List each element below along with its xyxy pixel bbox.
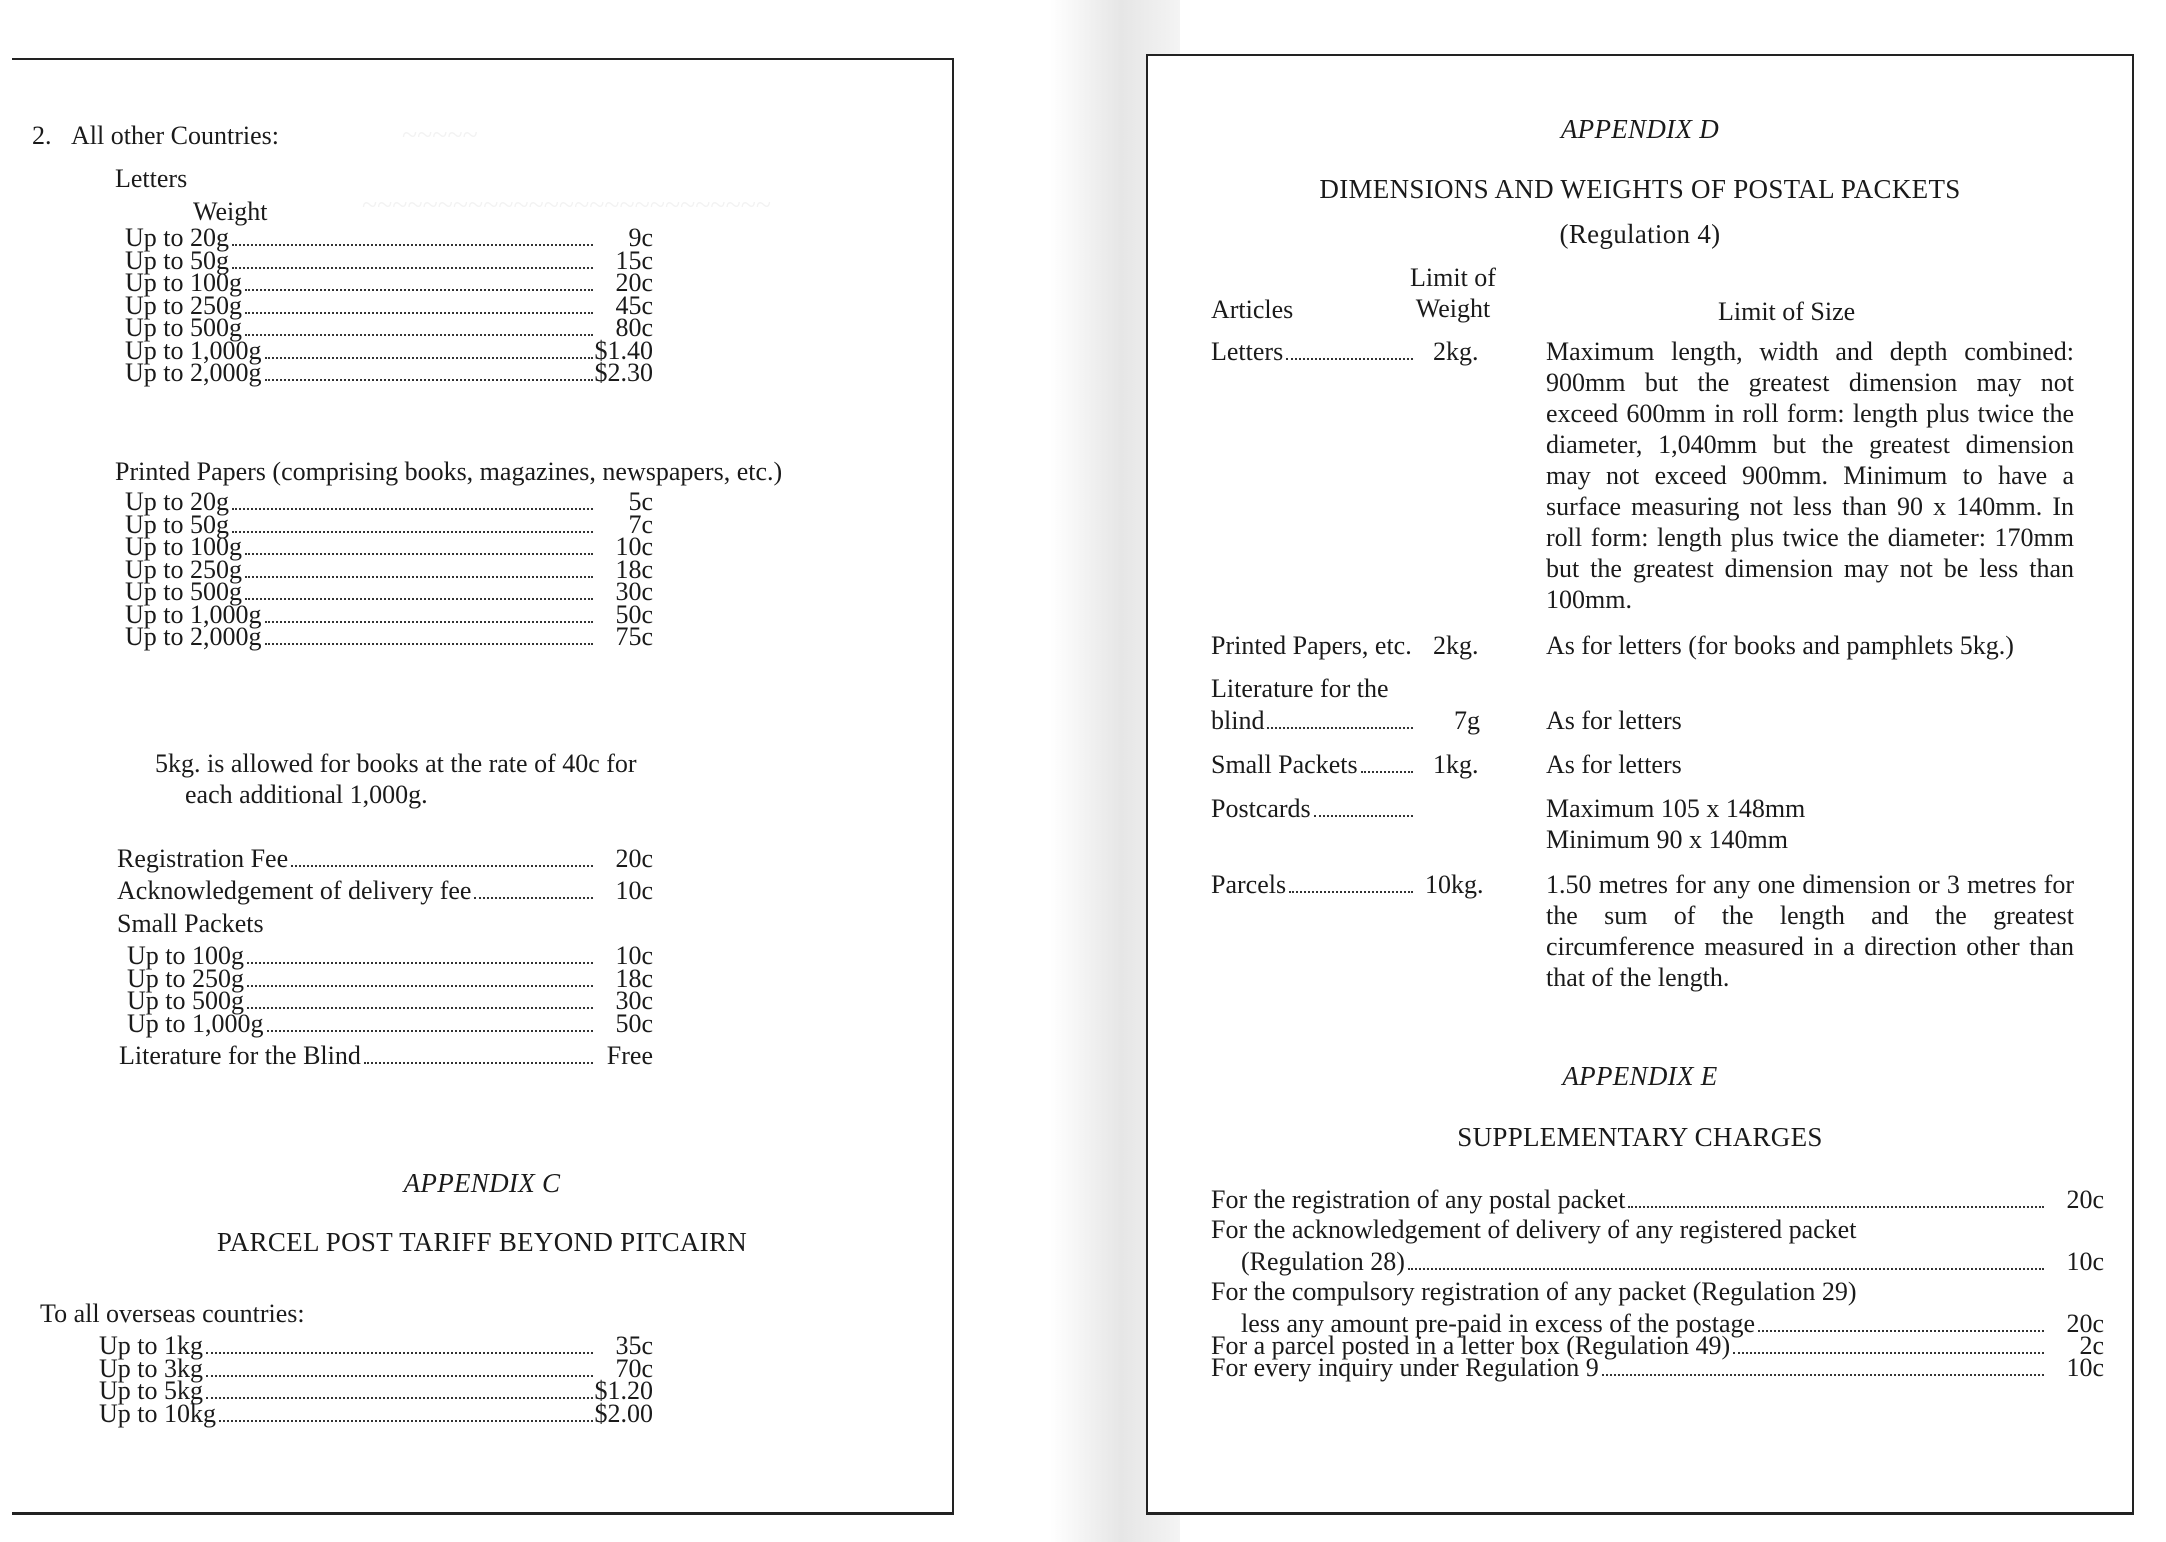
list-item-price: 70c bbox=[615, 1354, 653, 1383]
bleed-through-text: ~~~~~~~~~~~~~~~~~~~~~~~~~~~ bbox=[362, 190, 772, 221]
list-item-price: 10c bbox=[615, 876, 653, 905]
list-item-label: Up to 20g bbox=[125, 487, 229, 516]
appendix-d-heading: DIMENSIONS AND WEIGHTS OF POSTAL PACKETS bbox=[1319, 174, 1961, 204]
leader-dots bbox=[1314, 815, 1413, 817]
list-item-price: 7c bbox=[628, 510, 653, 539]
table-row-article-line1: Literature for the bbox=[1211, 674, 1389, 703]
list-item-label: (Regulation 28) bbox=[1241, 1247, 1405, 1276]
list-item-label: Up to 3kg bbox=[99, 1354, 203, 1383]
list-item-price: 10c bbox=[615, 941, 653, 970]
list-item-price: 10c bbox=[2066, 1353, 2104, 1382]
table-row-size-line2: Minimum 90 x 140mm bbox=[1546, 825, 1788, 854]
list-item-price: 30c bbox=[615, 986, 653, 1015]
list-item-label: Up to 100g bbox=[127, 941, 244, 970]
section-title: All other Countries: bbox=[71, 121, 279, 150]
table-row-size-line1: Maximum 105 x 148mm bbox=[1546, 794, 1806, 823]
column-header-articles: Articles bbox=[1211, 295, 1294, 324]
list-item bbox=[119, 1040, 597, 1071]
list-item bbox=[1211, 1184, 2048, 1215]
left-page bbox=[12, 58, 954, 1515]
list-item-price: 50c bbox=[615, 600, 653, 629]
list-item-label: Up to 50g bbox=[125, 246, 229, 275]
table-row-article: Letters bbox=[1211, 336, 1417, 367]
leader-dots bbox=[1628, 1206, 2044, 1208]
list-item-price: 2c bbox=[2079, 1331, 2104, 1360]
list-item-price: 20c bbox=[2066, 1309, 2104, 1338]
table-row-size: As for letters (for books and pamphlets 5kg.) bbox=[1546, 631, 2014, 660]
list-item-label: For the registration of any postal packet bbox=[1211, 1185, 1626, 1214]
list-item-label: Up to 250g bbox=[127, 964, 244, 993]
column-header-weight-line1: Limit of bbox=[1410, 263, 1496, 292]
list-item-label: Up to 20g bbox=[125, 223, 229, 252]
list-item-price: 18c bbox=[615, 964, 653, 993]
list-item-label: Up to 250g bbox=[125, 291, 242, 320]
list-item-price: 75c bbox=[615, 622, 653, 651]
table-row-weight: 1kg. bbox=[1433, 750, 1479, 779]
small-packets-heading: Small Packets bbox=[117, 909, 264, 938]
list-item-label: Up to 500g bbox=[125, 313, 242, 342]
leader-dots bbox=[1267, 727, 1413, 729]
table-row-article: Parcels bbox=[1211, 869, 1417, 900]
list-item-label: Up to 5kg bbox=[99, 1376, 203, 1405]
list-item-price: $2.30 bbox=[594, 358, 653, 387]
leader-dots bbox=[1602, 1374, 2044, 1376]
list-item-label: Up to 100g bbox=[125, 268, 242, 297]
list-item-price: 80c bbox=[615, 313, 653, 342]
list-item bbox=[117, 843, 597, 874]
leader-dots bbox=[1408, 1268, 2044, 1270]
list-item-price: 18c bbox=[615, 555, 653, 584]
list-item-label: Up to 2,000g bbox=[125, 622, 262, 651]
list-item-label: Up to 500g bbox=[127, 986, 244, 1015]
table-row-weight: 2kg. bbox=[1433, 337, 1479, 366]
list-item-label: Up to 250g bbox=[125, 555, 242, 584]
charge-label-line1: For the acknowledgement of delivery of any registered packet bbox=[1211, 1215, 1857, 1244]
appendix-e-heading: SUPPLEMENTARY CHARGES bbox=[1457, 1122, 1823, 1152]
right-page bbox=[1146, 54, 2134, 1515]
list-item-price: $2.00 bbox=[594, 1399, 653, 1428]
column-header-weight bbox=[1388, 262, 1518, 324]
list-item-label: Up to 1,000g bbox=[125, 336, 262, 365]
table-row-article: Small Packets bbox=[1211, 749, 1417, 780]
list-item-label: Up to 10kg bbox=[99, 1399, 216, 1428]
list-item-price: 20c bbox=[615, 268, 653, 297]
column-header-size: Limit of Size bbox=[1718, 297, 1856, 326]
section-heading bbox=[32, 120, 279, 151]
appendix-c-heading: PARCEL POST TARIFF BEYOND PITCAIRN bbox=[216, 1227, 748, 1257]
list-item-price: $1.20 bbox=[594, 1376, 653, 1405]
list-item-label: For every inquiry under Regulation 9 bbox=[1211, 1353, 1599, 1382]
column-header-weight-line2: Weight bbox=[1415, 294, 1491, 323]
table-row-article: Postcards bbox=[1211, 793, 1417, 824]
letters-heading: Letters bbox=[115, 164, 188, 193]
list-item-price: 35c bbox=[615, 1331, 653, 1360]
books-note: 5kg. is allowed for books at the rate of 40c for bbox=[155, 749, 637, 778]
list-item-label: Up to 500g bbox=[125, 577, 242, 606]
leader-dots bbox=[219, 1420, 593, 1422]
appendix-c-title: APPENDIX C bbox=[403, 1168, 561, 1198]
books-note-cont: each additional 1,000g. bbox=[185, 780, 428, 809]
charge-label-line1: For the compulsory registration of any packet (Regulation 29) bbox=[1211, 1277, 1857, 1306]
list-item-price: 20c bbox=[2066, 1185, 2104, 1214]
table-row-weight: 7g bbox=[1454, 706, 1480, 735]
list-item bbox=[127, 1008, 597, 1039]
list-item-label: Registration Fee bbox=[117, 844, 289, 873]
table-row-article: blind bbox=[1211, 705, 1417, 736]
table-row-size: As for letters bbox=[1546, 750, 1682, 779]
table-row-size: Maximum length, width and depth combined: 900mm but the greatest dimension may not exceed 600mm in roll form: length plus twice the diameter, 1,040mm but the greatest dimension may not exceed 900mm. Minimum to have a surface measuring not less than 90 x 140mm. In roll form: length plus twice the diameter: 170mm but the greatest dimension may not be less than 100mm. bbox=[1546, 337, 2074, 614]
appendix-e-title: APPENDIX E bbox=[1562, 1061, 1718, 1091]
list-item-price: 10c bbox=[615, 532, 653, 561]
list-item-label: Up to 1,000g bbox=[125, 600, 262, 629]
list-item-price: 15c bbox=[615, 246, 653, 275]
bleed-through-text: ~~~~~ bbox=[402, 120, 478, 151]
list-item-price: 5c bbox=[628, 487, 653, 516]
list-item-price: 30c bbox=[615, 577, 653, 606]
list-item-price: 45c bbox=[615, 291, 653, 320]
table-row-size: As for letters bbox=[1546, 706, 1682, 735]
section-number: 2. bbox=[32, 121, 52, 150]
appendix-d-title: APPENDIX D bbox=[1560, 114, 1720, 144]
list-item bbox=[99, 1398, 597, 1429]
list-item-label: Up to 1,000g bbox=[127, 1009, 264, 1038]
list-item-price: 9c bbox=[628, 223, 653, 252]
table-row-article: Printed Papers, etc. bbox=[1211, 631, 1412, 660]
printed-papers-heading: Printed Papers (comprising books, magazines, newspapers, etc.) bbox=[115, 457, 783, 486]
table-row-size: 1.50 metres for any one dimension or 3 metres for the sum of the length and the greatest circumference measured in a direction other than that of the length. bbox=[1546, 870, 2074, 992]
list-item bbox=[1211, 1352, 2048, 1383]
list-item bbox=[117, 875, 597, 906]
table-row-weight: 2kg. bbox=[1433, 631, 1479, 660]
list-item-label: Up to 1kg bbox=[99, 1331, 203, 1360]
list-item bbox=[125, 621, 597, 652]
appendix-d-regulation: (Regulation 4) bbox=[1559, 219, 1721, 249]
list-item bbox=[125, 357, 597, 388]
overseas-heading: To all overseas countries: bbox=[40, 1299, 305, 1328]
list-item-label: Literature for the Blind bbox=[119, 1041, 361, 1070]
weight-heading: Weight bbox=[193, 197, 268, 226]
list-item-price: 50c bbox=[615, 1009, 653, 1038]
list-item-label: Up to 2,000g bbox=[125, 358, 262, 387]
list-item-price: 10c bbox=[2066, 1247, 2104, 1276]
list-item-price: $1.40 bbox=[594, 336, 653, 365]
list-item bbox=[1241, 1246, 2048, 1277]
list-item-label: Up to 50g bbox=[125, 510, 229, 539]
leader-dots bbox=[1289, 891, 1413, 893]
list-item-price: 20c bbox=[615, 844, 653, 873]
list-item-label: less any amount pre-paid in excess of the postage bbox=[1241, 1309, 1756, 1338]
list-item-label: For a parcel posted in a letter box (Regulation 49) bbox=[1211, 1331, 1731, 1360]
leader-dots bbox=[1286, 358, 1413, 360]
list-item-label: Acknowledgement of delivery fee bbox=[117, 876, 472, 905]
leader-dots bbox=[1361, 771, 1413, 773]
list-item-label: Up to 100g bbox=[125, 532, 242, 561]
table-row-weight: 10kg. bbox=[1425, 870, 1484, 899]
list-item-price: Free bbox=[606, 1041, 653, 1070]
